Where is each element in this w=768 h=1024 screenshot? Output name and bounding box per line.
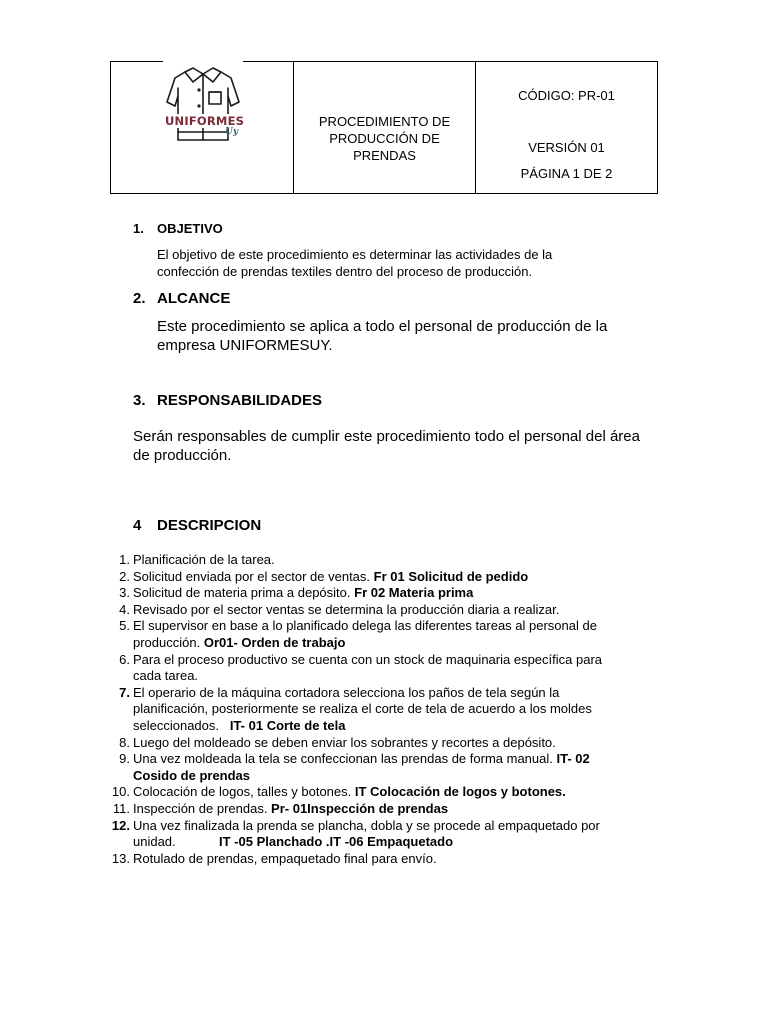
list-item-line [133, 784, 668, 801]
list-item-line [133, 701, 668, 718]
list-item-line [133, 652, 668, 669]
list-item [108, 851, 668, 868]
list-item-text: Luego del moldeado se deben enviar los sobrantes y recortes a depósito. [133, 734, 556, 750]
list-item-number: 3. [119, 585, 130, 601]
list-item-line [133, 768, 668, 785]
section-3-body: Serán responsables de cumplir este procedimiento todo el personal del área de producción. [133, 428, 640, 464]
document-version: VERSIÓN 01 [528, 140, 605, 155]
list-item-number: 6. [119, 651, 130, 667]
list-item [108, 569, 668, 586]
list-item [108, 801, 668, 818]
form-reference: IT -05 Planchado .IT -06 Empaquetado [219, 834, 454, 850]
list-item-line [133, 718, 668, 735]
list-item-line [133, 569, 668, 586]
list-item [108, 552, 668, 569]
list-item [108, 652, 668, 685]
list-item-number: 10. [111, 784, 130, 800]
list-item-text: unidad. [133, 834, 219, 850]
form-reference: Cosido de prendas [133, 767, 251, 783]
list-item-line [133, 668, 668, 685]
logo-wordmark: UNIFORMES [165, 114, 245, 128]
list-item-text: planificación, posteriormente se realiza el corte de tela de acuerdo a los moldes [133, 701, 592, 717]
list-item-line [133, 585, 668, 602]
procedure-steps [108, 552, 668, 867]
list-item [108, 818, 668, 851]
meta-cell [476, 62, 657, 193]
logo-cell [111, 62, 294, 193]
list-item-line [133, 735, 668, 752]
document-title: PROCEDIMIENTO DE PRODUCCIÓN DE PRENDAS [318, 114, 451, 163]
section-3-title: RESPONSABILIDADES [157, 392, 323, 409]
company-logo [163, 60, 243, 150]
list-item-text: El operario de la máquina cortadora selecciona los paños de tela según la [133, 684, 560, 700]
list-item-text: Colocación de logos, talles y botones. [133, 784, 355, 800]
list-item [108, 685, 668, 735]
list-item-number: 2. [119, 568, 130, 584]
list-item-text: Revisado por el sector ventas se determina la producción diaria a realizar. [133, 601, 560, 617]
form-reference: IT- 02 [556, 751, 590, 767]
list-item-text: seleccionados. [133, 717, 230, 733]
page-number: PÁGINA 1 DE 2 [520, 166, 613, 181]
list-item-text: Solicitud enviada por el sector de ventas. [133, 568, 374, 584]
list-item [108, 618, 668, 651]
list-item-line [133, 618, 668, 635]
section-4-number: 4 [133, 517, 142, 534]
list-item-number: 4. [119, 601, 130, 617]
document-code: CÓDIGO: PR-01 [518, 88, 615, 103]
list-item [108, 751, 668, 784]
list-item-number: 13. [111, 850, 130, 866]
section-2-title: ALCANCE [157, 290, 231, 307]
list-item-text: El supervisor en base a lo planificado delega las diferentes tareas al personal de [133, 618, 597, 634]
form-reference: Fr 02 Materia prima [354, 585, 474, 601]
section-4-title: DESCRIPCION [157, 517, 262, 534]
section-2-body: Este procedimiento se aplica a todo el personal de producción de la empresa UNIFORMESUY. [157, 318, 608, 354]
list-item [108, 735, 668, 752]
list-item-text: cada tarea. [133, 668, 199, 684]
list-item-number: 11. [112, 800, 130, 816]
list-item-line [133, 851, 668, 868]
list-item-line [133, 552, 668, 569]
header-table [110, 61, 658, 194]
list-item-number: 12. [111, 817, 130, 833]
form-reference: Fr 01 Solicitud de pedido [373, 568, 529, 584]
list-item [108, 784, 668, 801]
form-reference: Pr- 01Inspección de prendas [271, 800, 449, 816]
list-item-number: 1. [119, 552, 130, 567]
list-item-line [133, 751, 668, 768]
list-item-text: Solicitud de materia prima a depósito. [133, 585, 355, 601]
form-reference: IT- 01 Corte de tela [229, 717, 346, 733]
logo-sub: Uy [225, 127, 239, 137]
list-item-number: 8. [119, 734, 130, 750]
list-item-line [133, 818, 668, 835]
list-item-number: 5. [119, 618, 130, 634]
section-3-number: 3. [133, 392, 146, 409]
list-item [108, 585, 668, 602]
list-item-text: Para el proceso productivo se cuenta con un stock de maquinaria específica para [133, 651, 602, 667]
section-2-number: 2. [133, 290, 146, 307]
list-item-text: producción. [133, 634, 204, 650]
form-reference: IT Colocación de logos y botones. [354, 784, 566, 800]
list-item-number: 9. [119, 751, 130, 767]
list-item [108, 602, 668, 619]
section-1-body: El objetivo de este procedimiento es determinar las actividades de la confección de prendas textiles dentro del proceso de producción. [157, 247, 553, 279]
list-item-line [133, 602, 668, 619]
list-item-text: Una vez moldeada la tela se confeccionan las prendas de forma manual. [133, 751, 557, 767]
list-item-number: 7. [119, 684, 130, 700]
list-item-text: Planificación de la tarea. [133, 552, 275, 567]
list-item-text: Rotulado de prendas, empaquetado final para envío. [133, 850, 437, 866]
section-1-title: OBJETIVO [157, 221, 223, 236]
list-item-line [133, 801, 668, 818]
list-item-line [133, 834, 668, 851]
list-item-text: Una vez finalizada la prenda se plancha, dobla y se procede al empaquetado por [133, 817, 600, 833]
list-item-line [133, 635, 668, 652]
list-item-line [133, 685, 668, 702]
list-item-text: Inspección de prendas. [133, 800, 272, 816]
section-1-number: 1. [133, 221, 144, 236]
title-cell [294, 62, 476, 193]
form-reference: Or01- Orden de trabajo [203, 634, 346, 650]
